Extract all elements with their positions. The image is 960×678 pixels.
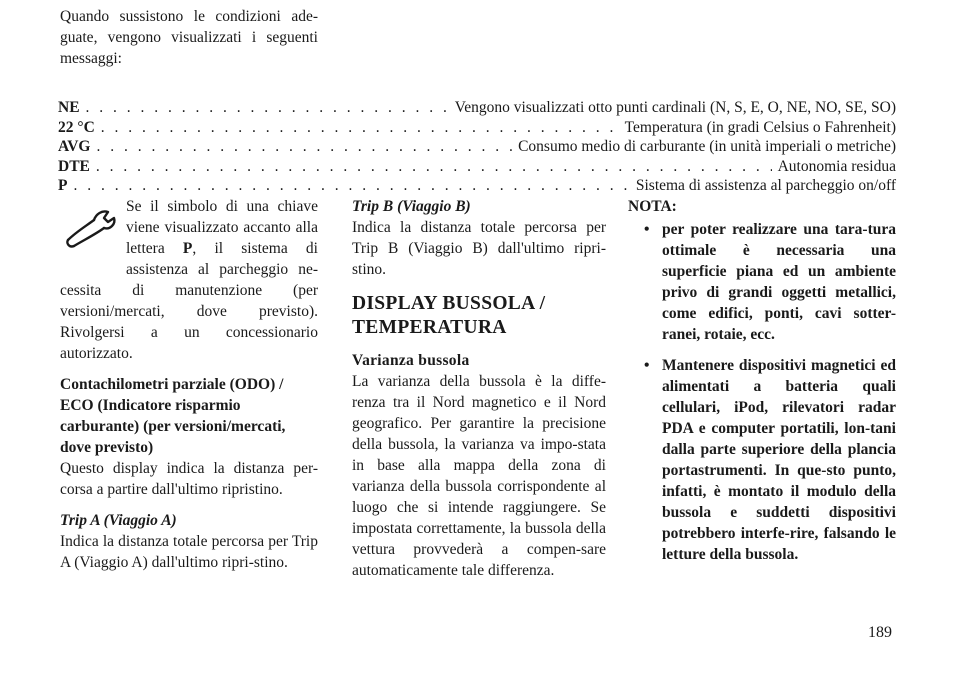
variance-heading: Varianza bussola (352, 352, 470, 369)
leader-dots (73, 176, 629, 196)
odo-text: Questo display indica la distanza per-corsa a partire dall'ultimo ripristino. (60, 460, 318, 498)
definition-description: Autonomia residua (777, 157, 896, 175)
intro-paragraph: Quando sussistono le condizioni ade-guate, vengono visualizzati i seguenti messaggi: (60, 8, 318, 67)
leader-dots (96, 137, 512, 157)
definition-term: 22 °C (58, 118, 95, 136)
variance-text: La varianza della bussola è la diffe-renza tra il Nord magnetico e il Nord geografico. Per garantire la precisione della bussola, la varianza va impo-stata in base alla mappa della zona di varianza della bussola corrispondente al luogo che si intende raggiungere. Se impostata correttamente, la bussola della vettura provvederà a compen-sare automaticamente tale differenza. (352, 373, 606, 579)
trip-b-text: Indica la distanza totale percorsa per Trip B (Viaggio B) dall'ultimo ripri-stino. (352, 219, 606, 278)
leader-dots (86, 98, 449, 118)
wrench-paragraph (60, 196, 318, 364)
definition-description: Vengono visualizzati otto punti cardinali (N, S, E, O, NE, NO, SE, SO) (454, 99, 896, 116)
column-middle (352, 196, 606, 581)
definition-row (58, 118, 896, 138)
column-right (628, 196, 896, 575)
definition-term: AVG (58, 138, 91, 155)
definition-description: Sistema di assistenza al parcheggio on/off (635, 177, 896, 194)
odo-heading: Contachilometri parziale (ODO) / ECO (Indicatore risparmio carburante) (per versioni/mercati, dove previsto) (60, 376, 286, 456)
definition-row (58, 157, 896, 177)
note-title: NOTA: (628, 198, 677, 215)
definition-description: Consumo medio di carburante (in unità imperiali o metriche) (518, 138, 896, 155)
definition-term: DTE (58, 157, 90, 175)
wrench-text-a: Se il simbolo di una chiave viene visualizzato accanto alla lettera (126, 198, 318, 257)
leader-dots (101, 118, 619, 138)
definition-row (58, 176, 896, 196)
wrench-text-b: , il sistema di assistenza al parcheggio ne-cessita di manutenzione (per versioni/mercati, dove previsto). Rivolgersi a un concessionario autorizzato. (60, 240, 318, 362)
leader-dots (96, 157, 772, 177)
trip-a-heading: Trip A (Viaggio A) (60, 512, 177, 529)
definition-list (58, 98, 896, 196)
trip-a-text: Indica la distanza totale percorsa per Trip A (Viaggio A) dall'ultimo ripri-stino. (60, 533, 318, 571)
page-number: 189 (868, 624, 892, 641)
definition-row (58, 137, 896, 157)
definition-term: P (58, 177, 68, 194)
note-list (636, 219, 896, 565)
definition-term: NE (58, 99, 80, 116)
wrench-letter: P (182, 240, 193, 257)
column-left (60, 196, 318, 573)
definition-description: Temperatura (in gradi Celsius o Fahrenheit) (624, 118, 896, 136)
definition-row (58, 98, 896, 118)
trip-b-heading: Trip B (Viaggio B) (352, 198, 471, 215)
section-title: DISPLAY BUSSOLA / TEMPERATURA (352, 293, 546, 338)
note-bullet: • per poter realizzare una tara-tura ottimale è necessaria una superficie piana ed un ambiente privo di grandi oggetti metallici, come edifici, ponti, cavi sotter-ranei, rotaie, ecc. (636, 219, 896, 345)
note-bullet: • Mantenere dispositivi magnetici ed alimentati a batteria quali cellulari, iPod, rilevatori radar PDA e computer portatili, lon-tani dalla parte superiore della plancia portastrumenti. In que-sto punto, infatti, è montato il modulo della bussola e suddetti dispositivi potrebbero interfe-rire, falsando le letture della bussola. (636, 355, 896, 565)
wrench-icon (60, 196, 122, 262)
